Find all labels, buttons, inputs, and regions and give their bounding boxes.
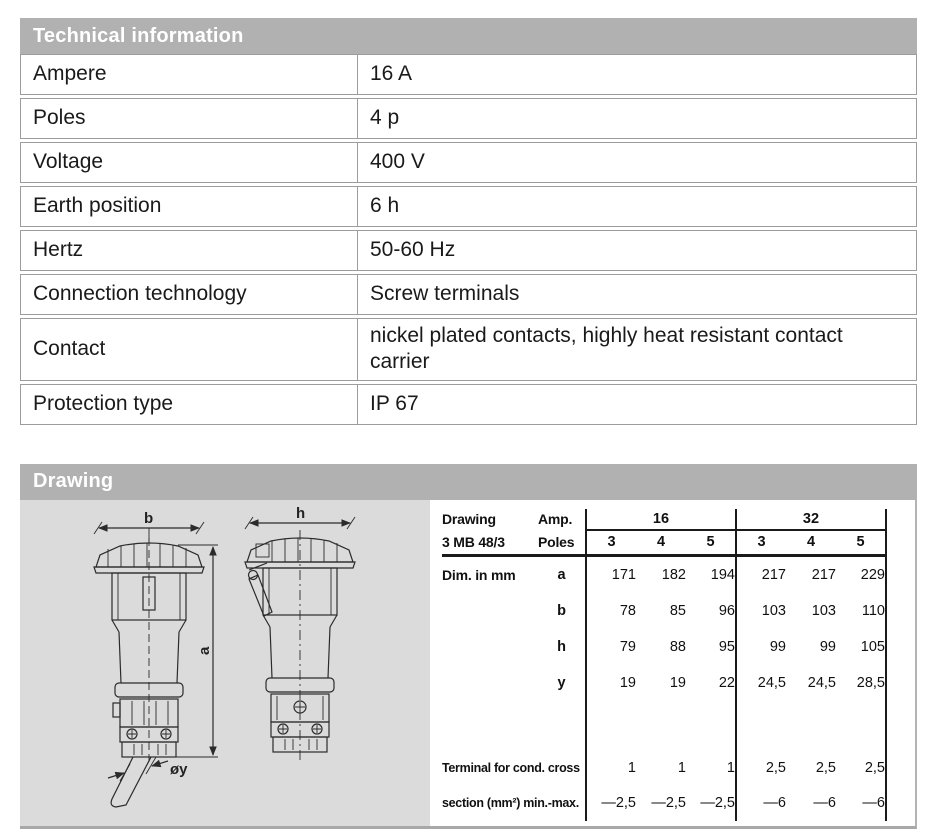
poles-label: Poles	[538, 530, 586, 556]
dim-value: 99	[819, 638, 836, 655]
dim-label-a: a	[196, 646, 213, 655]
amp-group-16: 16	[586, 509, 736, 530]
dim-value: 103	[811, 602, 836, 619]
dim-value: 103	[736, 593, 786, 629]
spacer-row	[442, 701, 886, 751]
spec-label: Contact	[20, 318, 358, 381]
dim-row-y	[442, 665, 886, 701]
poles-value: 3	[736, 530, 786, 556]
dim-value: 217	[736, 555, 786, 593]
dim-value: 85	[669, 602, 686, 619]
section-spacer	[20, 428, 917, 464]
terminal-value: —6	[736, 786, 786, 821]
dim-letter: b	[557, 602, 566, 619]
dim-value: 78	[586, 593, 636, 629]
poles-value: 5	[686, 530, 736, 556]
dim-value: 182	[661, 566, 686, 583]
poles-value: 3	[586, 530, 636, 556]
drawing-header	[20, 464, 917, 500]
dim-value: 19	[586, 665, 636, 701]
table-row	[20, 142, 917, 183]
terminal-label: Terminal for cond. cross	[442, 761, 580, 775]
spec-label: Voltage	[20, 142, 358, 183]
terminal-value: 2,5	[815, 760, 836, 776]
dim-value: 105	[836, 629, 886, 665]
dim-letter: h	[557, 638, 566, 655]
dim-row-a	[442, 555, 886, 593]
dim-value: 99	[736, 629, 786, 665]
spec-value: 6 h	[358, 186, 917, 227]
dim-value: 171	[586, 555, 636, 593]
dim-label-b: b	[144, 509, 154, 527]
terminal-label: section (mm²) min.-max.	[442, 796, 579, 810]
terminal-value: 2,5	[836, 751, 886, 786]
spec-value: 16 A	[358, 54, 917, 95]
dim-value: 95	[718, 638, 735, 655]
dim-value: 24,5	[736, 665, 786, 701]
dim-value: 110	[836, 593, 886, 629]
dim-value: 194	[710, 566, 735, 583]
terminal-value: —2,5	[700, 795, 735, 811]
dim-value: 19	[669, 674, 686, 691]
dim-value: 229	[836, 555, 886, 593]
spec-label: Hertz	[20, 230, 358, 271]
drawing-panel	[20, 500, 917, 829]
dim-value: 96	[718, 602, 735, 619]
spec-value: nickel plated contacts, highly heat resistant contact carrier	[358, 318, 917, 381]
terminal-value: —2,5	[651, 795, 686, 811]
dim-value: 22	[718, 674, 735, 691]
terminal-value: 2,5	[736, 751, 786, 786]
dim-label-oy: øy	[170, 760, 188, 778]
dim-value: 28,5	[836, 665, 886, 701]
section-title: Drawing	[33, 470, 114, 492]
dim-letter: a	[557, 566, 566, 583]
drawing-canvas	[20, 500, 430, 826]
table-row	[20, 384, 917, 425]
spec-value: IP 67	[358, 384, 917, 425]
table-row	[20, 230, 917, 271]
dim-value: 24,5	[807, 674, 836, 691]
spec-value: 4 p	[358, 98, 917, 139]
dim-value: 79	[586, 629, 636, 665]
dim-row-b	[442, 593, 886, 629]
spec-label: Connection technology	[20, 274, 358, 315]
dimension-table-area	[430, 500, 915, 826]
poles-value: 4	[786, 530, 836, 556]
terminal-value: 1	[677, 760, 686, 776]
poles-value: 5	[836, 530, 886, 556]
technical-information-header	[20, 18, 917, 54]
dim-label-h: h	[296, 504, 306, 522]
table-row	[20, 318, 917, 381]
dim-letter: y	[557, 674, 566, 691]
spec-value: 400 V	[358, 142, 917, 183]
terminal-value: 1	[726, 760, 735, 776]
spec-label: Protection type	[20, 384, 358, 425]
terminal-value: —6	[836, 786, 886, 821]
table-row	[20, 98, 917, 139]
amp-label: Amp.	[538, 511, 573, 527]
terminal-row-max	[442, 786, 886, 821]
terminal-value: —2,5	[586, 786, 636, 821]
drawing-ref-label: Drawing	[442, 511, 496, 527]
drawing-ref-number: 3 MB 48/3	[442, 530, 538, 556]
spec-label: Ampere	[20, 54, 358, 95]
dimension-table	[442, 509, 887, 821]
poles-value: 4	[636, 530, 686, 556]
table-row	[20, 274, 917, 315]
terminal-value: 1	[586, 751, 636, 786]
technical-information-table	[20, 51, 917, 428]
terminal-value: —6	[813, 795, 836, 811]
dim-in-mm-label: Dim. in mm	[442, 566, 516, 583]
poles-header-row	[442, 530, 886, 556]
dim-value: 217	[811, 566, 836, 583]
dim-row-h	[442, 629, 886, 665]
connector-front-view	[94, 510, 218, 807]
connector-side-view	[245, 505, 355, 760]
table-row	[20, 54, 917, 95]
amp-group-32: 32	[736, 509, 886, 530]
technical-drawing	[20, 500, 430, 827]
table-row	[20, 186, 917, 227]
section-title: Technical information	[33, 24, 244, 47]
spec-label: Poles	[20, 98, 358, 139]
dim-value: 88	[669, 638, 686, 655]
spec-value: 50-60 Hz	[358, 230, 917, 271]
spec-label: Earth position	[20, 186, 358, 227]
spec-value: Screw terminals	[358, 274, 917, 315]
terminal-row-min	[442, 751, 886, 786]
amp-header-row	[442, 509, 886, 530]
